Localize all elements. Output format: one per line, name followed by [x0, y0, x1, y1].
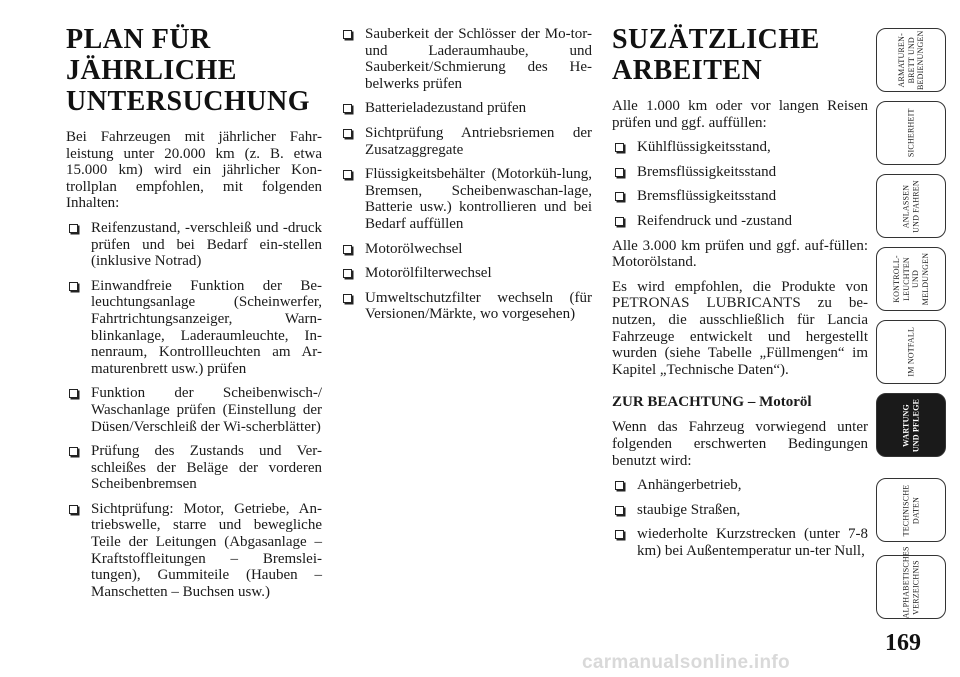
list-item [612, 477, 868, 494]
checkbox-icon [615, 506, 624, 515]
checkbox-icon [615, 192, 624, 201]
list-item-text: Umweltschutzfilter wechseln (für Versionen/Märkte, wo vorgesehen) [365, 289, 592, 323]
tab-armaturenbrett[interactable] [876, 28, 946, 92]
list-item [340, 26, 592, 92]
checkbox-icon [615, 481, 624, 490]
list-item [340, 241, 592, 258]
tab-kontrollleuchten[interactable] [876, 247, 946, 311]
checkbox-icon [615, 217, 624, 226]
list-item-text: Flüssigkeitsbehälter (Motorküh-lung, Bremsen, Scheibenwaschan-lage, Batterie usw.) kontrollieren und bei Bedarf auffüllen [365, 166, 592, 232]
list-item-text: staubige Straßen, [637, 501, 741, 518]
checkbox-icon [69, 224, 78, 233]
checkbox-icon [615, 168, 624, 177]
list-item-text: Bremsflüssigkeitsstand [637, 163, 777, 180]
list-item [66, 443, 322, 493]
column-checklist-continued [340, 26, 592, 331]
checklist-annual [66, 220, 322, 600]
list-item [612, 164, 868, 181]
checkbox-icon [343, 104, 352, 113]
list-item-text: Motorölfilterwechsel [365, 265, 492, 282]
list-item-text: Sichtprüfung: Motor, Getriebe, An-triebswelle, starre und bewegliche Teile der Leitungen (Abgasanlage – Kraftstoffleitungen – Bremslei-tungen), Gummiteile (Hauben – Manschetten – Buchsen usw.) [91, 500, 322, 600]
list-item [66, 220, 322, 270]
list-item [340, 265, 592, 282]
tab-verzeichnis[interactable] [876, 545, 946, 619]
list-item [612, 213, 868, 230]
section-heading-annual-inspection: PLAN FÜR JÄHRLICHE UNTERSUCHUNG [66, 24, 311, 117]
checkbox-icon [343, 269, 352, 278]
intro-paragraph: Alle 1.000 km oder vor langen Reisen prüfen und ggf. auffüllen: [612, 98, 868, 131]
column-annual-inspection [66, 24, 322, 608]
subheading-engine-oil: ZUR BEACHTUNG – Motoröl [612, 394, 812, 411]
tab-label: ARMATUREN- BRETT UND BEDIENUNGEN [896, 30, 925, 90]
list-item-text: Sichtprüfung Antriebsriemen der Zusatzaggregate [365, 124, 592, 158]
checkbox-icon [69, 447, 78, 456]
list-item [612, 188, 868, 205]
checklist-conditions [612, 477, 868, 559]
section-heading-additional-work: SUZÄTZLICHE ARBEITEN [612, 24, 820, 86]
checkbox-icon [343, 170, 352, 179]
list-item [340, 100, 592, 117]
list-item-text: Bremsflüssigkeitsstand [637, 188, 777, 205]
list-item [66, 385, 322, 435]
list-item [612, 526, 868, 559]
tab-label: IM NOTFALL [906, 327, 916, 377]
list-item-text: Einwandfreie Funktion der Be-leuchtungsanlage (Scheinwerfer, Fahrtrichtungsanzeiger, Warn-blinkanlage, Laderaumleuchte, In-nenraum, Kontrollleuchten am Ar-maturenbrett usw.) prüfen [91, 277, 322, 377]
checkbox-icon [343, 245, 352, 254]
list-item-text: wiederholte Kurzstrecken (unter 7-8 km) bei Außentemperatur un-ter Null, [637, 526, 868, 559]
tab-label: ALPHABETISCHES VERZEICHNIS [901, 545, 920, 618]
checklist-1000km [612, 139, 868, 229]
list-item-text: Motorölwechsel [365, 240, 463, 257]
tab-label: SICHERHEIT [906, 108, 916, 158]
list-item-text: Funktion der Scheibenwisch-/ Waschanlage prüfen (Einstellung der Düsen/Verschleiß der Wi-scherblätter) [91, 385, 322, 435]
tab-im-notfall[interactable] [876, 320, 946, 384]
list-item [66, 278, 322, 378]
list-item [612, 502, 868, 519]
list-item-text: Anhängerbetrieb, [637, 477, 742, 494]
paragraph-conditions: Wenn das Fahrzeug vorwiegend unter folgenden erschwerten Bedingungen benutzt wird: [612, 419, 868, 469]
tab-anlassen[interactable] [876, 174, 946, 238]
paragraph-3000km: Alle 3.000 km prüfen und ggf. auf-füllen: Motorölstand. [612, 237, 868, 271]
checkbox-icon [69, 282, 78, 291]
tab-label: WARTUNG UND PFLEGE [901, 398, 920, 452]
watermark-text: carmanualsonline.info [582, 652, 790, 673]
list-item [340, 290, 592, 323]
tab-wartung-active[interactable] [876, 393, 946, 457]
tab-sicherheit[interactable] [876, 101, 946, 165]
tab-technische-daten[interactable] [876, 478, 946, 542]
checkbox-icon [69, 389, 78, 398]
list-item [340, 125, 592, 158]
checkbox-icon [69, 505, 78, 514]
tab-label: KONTROLL- LEUCHTEN UND MELDUNGEN [892, 252, 930, 306]
list-item [612, 139, 868, 156]
list-item [66, 501, 322, 601]
list-item-text: Sauberkeit der Schlösser der Mo-tor- und Laderaumhaube, und Sauberkeit/Schmierung des He-belwerks prüfen [365, 26, 592, 92]
checkbox-icon [343, 30, 352, 39]
column-additional-work [612, 24, 868, 567]
checkbox-icon [615, 143, 624, 152]
intro-paragraph: Bei Fahrzeugen mit jährlicher Fahr-leistung unter 20.000 km (z. B. etwa 15.000 km) wird ein jährlicher Kon-trollplan empfohlen, mit folgenden Inhalten: [66, 129, 322, 212]
list-item-text: Batterieladezustand prüfen [365, 100, 527, 117]
paragraph-petronas: Es wird empfohlen, die Produkte von PETRONAS LUBRICANTS zu be-nutzen, die ausschließlich für Lancia Fahrzeuge entwickelt und hergestellt wurden (siehe Tabelle „Füllmengen“ im Kapitel „Technische Daten“). [612, 278, 868, 378]
list-item-text: Prüfung des Zustands und Ver-schleißes der Beläge der vorderen Scheibenbremsen [91, 443, 322, 493]
list-item-text: Reifendruck und -zustand [637, 212, 792, 229]
checkbox-icon [615, 530, 624, 539]
list-item-text: Reifenzustand, -verschleiß und -druck prüfen und bei Bedarf ein-stellen (inklusive Notrad) [91, 219, 322, 270]
page-number: 169 [885, 630, 921, 656]
tab-label: ANLASSEN UND FAHREN [901, 179, 920, 233]
tab-label: TECHNISCHE DATEN [901, 484, 920, 536]
list-item [340, 166, 592, 232]
checkbox-icon [343, 129, 352, 138]
list-item-text: Kühlflüssigkeitsstand, [637, 139, 771, 156]
checkbox-icon [343, 294, 352, 303]
checklist-continued [340, 26, 592, 323]
